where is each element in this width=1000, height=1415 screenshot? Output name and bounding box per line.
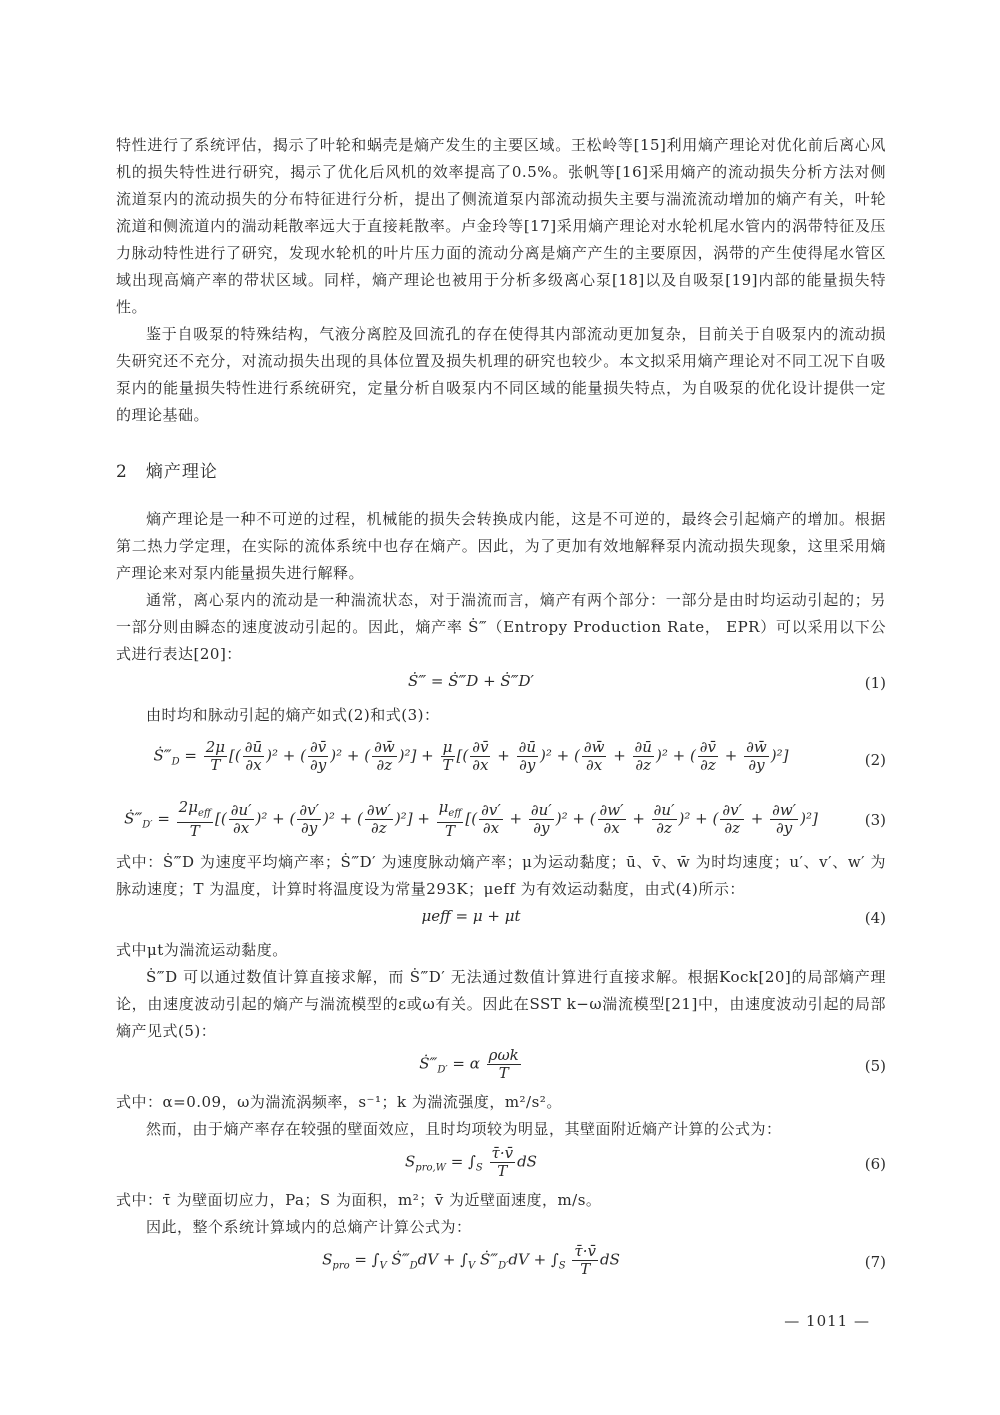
equation-2 [116,729,886,789]
paragraph-3: 熵产理论是一种不可逆的过程，机械能的损失会转换成内能，这是不可逆的，最终会引起熵产的增加。根据第二热力学定理，在实际的流体系统中也存在熵产。因此，为了更加有效地解释泵内流动损失现象，这里采用熵产理论来对泵内能量损失进行解释。 [116,510,886,582]
section-number: 2 [116,462,128,482]
equation-4-number: (4) [864,909,886,927]
page-number: — 1011 — [784,1312,870,1330]
equation-3 [116,789,886,849]
paragraph-4: 通常，离心泵内的流动是一种湍流状态，对于湍流而言，熵产有两个部分：一部分是由时均运动引起的；另一部分则由瞬态的速度波动引起的。因此，熵产率 Ṡ‴（Entropy Production Rate， EPR）可以采用以下公式进行表达[20]： [116,591,886,663]
page-content [116,132,886,1285]
paragraph-11: 式中：τ̄ 为壁面切应力，Pa；S 为面积，m²；v̄ 为近壁面速度，m/s。 [116,1191,602,1209]
equation-7-body: $S_{pro} = \int_V$ $Ṡ‴_DdV + \int_V$ $Ṡ‴_{D'}dV + \int_S$ $\frac{\taū\cdot v̄}{T}$ dS [322,1242,620,1278]
paragraph-7: 式中μt为湍流运动黏度。 [116,941,288,959]
equation-2-body: $Ṡ‴_D$ = $\frac{2\mu}{T}$ [( $\frac{\partial ū}{\partial x}$ )² + ( $\frac{\partial v̄}{\partial y}$ )² + ( $\frac{\partial w̄}{\partial z}$ )²] + $\frac{\mu}{T}$ [( $\frac{\partial v̄}{\partial x}$ + $\frac{\partial ū}{\partial y}$ )² + ( $\frac{\partial w̄}{\partial x}$ + $\frac{\partial ū}{\partial z}$ )² + ( $\frac{\partial v̄}{\partial z}$ + $\frac{\partial w̄}{\partial y}$ )²] [153,738,789,774]
equation-7-number: (7) [864,1253,886,1271]
equation-4 [116,903,886,937]
equation-4-body: μeff = μ + μt [421,907,521,925]
equation-6-number: (6) [864,1155,886,1173]
equation-6 [116,1143,886,1187]
paragraph-2: 鉴于自吸泵的特殊结构，气液分离腔及回流孔的存在使得其内部流动更加复杂，目前关于自吸泵内的流动损失研究还不充分，对流动损失出现的具体位置及损失机理的研究也较少。本文拟采用熵产理论对不同工况下自吸泵内的能量损失特性进行系统研究，定量分析自吸泵内不同区域的能量损失特点，为自吸泵的优化设计提供一定的理论基础。 [116,325,886,424]
equation-1 [116,668,886,702]
paragraph-12: 因此，整个系统计算域内的总熵产计算公式为： [146,1218,472,1236]
equation-6-body: $S_{pro,W} = \int_S$ $\frac{\taū\cdot v̄}{T}$ dS [405,1144,537,1180]
equation-3-number: (3) [864,811,886,829]
paragraph-5: 由时均和脉动引起的熵产如式(2)和式(3)： [146,706,440,724]
section-heading [116,457,886,482]
equation-7 [116,1241,886,1285]
equation-5-number: (5) [864,1057,886,1075]
paragraph-6: 式中：Ṡ‴D 为速度平均熵产率；Ṡ‴D′ 为速度脉动熵产率；μ为运动黏度；ū、v̄、w̄ 为时均速度；u′、v′、w′ 为脉动速度；T 为温度，计算时将温度设为常量293K；μeff 为有效运动黏度，由式(4)所示： [116,853,886,898]
section-title: 熵产理论 [145,462,218,482]
equation-1-body: Ṡ‴ = Ṡ‴D + Ṡ‴D′ [408,672,534,690]
equation-1-number: (1) [864,674,886,692]
paragraph-1: 特性进行了系统评估，揭示了叶轮和蜗壳是熵产发生的主要区域。王松岭等[15]利用熵产理论对优化前后离心风机的损失特性进行研究，揭示了优化后风机的效率提高了0.5%。张帆等[16]采用熵产的流动损失分析方法对侧流道泵内的流动损失的分布特征进行分析，提出了侧流道泵内部流动损失主要与湍流流动增加的熵产有关，叶轮流道和侧流道内的湍动耗散率远大于直接耗散率。卢金玲等[17]采用熵产理论对水轮机尾水管内的涡带特征及压力脉动特性进行了研究，发现水轮机的叶片压力面的流动分离是熵产产生的主要原因，涡带的产生使得尾水管区域出现高熵产率的带状区域。同样，熵产理论也被用于分析多级离心泵[18]以及自吸泵[19]内部的能量损失特性。 [116,136,886,316]
equation-5-body: $Ṡ‴_{D'} = \alpha$ $\frac{\text{ρωk}}{T}$ [419,1046,519,1082]
paragraph-8: Ṡ‴D 可以通过数值计算直接求解，而 Ṡ‴D′ 无法通过数值计算进行直接求解。根据Kock[20]的局部熵产理论，由速度波动引起的熵产与湍流模型的ε或ω有关。因此在SST k−ω湍流模型[21]中，由速度波动引起的局部熵产见式(5)： [116,968,886,1040]
equation-3-body: $Ṡ‴_{D'}$ = $\frac{2\mu_{eff}}{T}$ [( $\frac{\partial u'}{\partial x}$ )² + ( $\frac{\partial v'}{\partial y}$ )² + ( $\frac{\partial w'}{\partial z}$ )²] + $\frac{\mu_{eff}}{T}$ [( $\frac{\partial v'}{\partial x}$ + $\frac{\partial u'}{\partial y}$ )² + ( $\frac{\partial w'}{\partial x}$ + $\frac{\partial u'}{\partial z}$ )² + ( $\frac{\partial v'}{\partial z}$ + $\frac{\partial w'}{\partial y}$ )²] [124,798,818,840]
equation-5 [116,1045,886,1089]
paragraph-10: 然而，由于熵产率存在较强的壁面效应，且时均项较为明显，其壁面附近熵产计算的公式为： [146,1120,782,1138]
equation-2-number: (2) [864,751,886,769]
paragraph-9: 式中：α=0.09，ω为湍流涡频率，s⁻¹；k 为湍流强度，m²/s²。 [116,1093,562,1111]
